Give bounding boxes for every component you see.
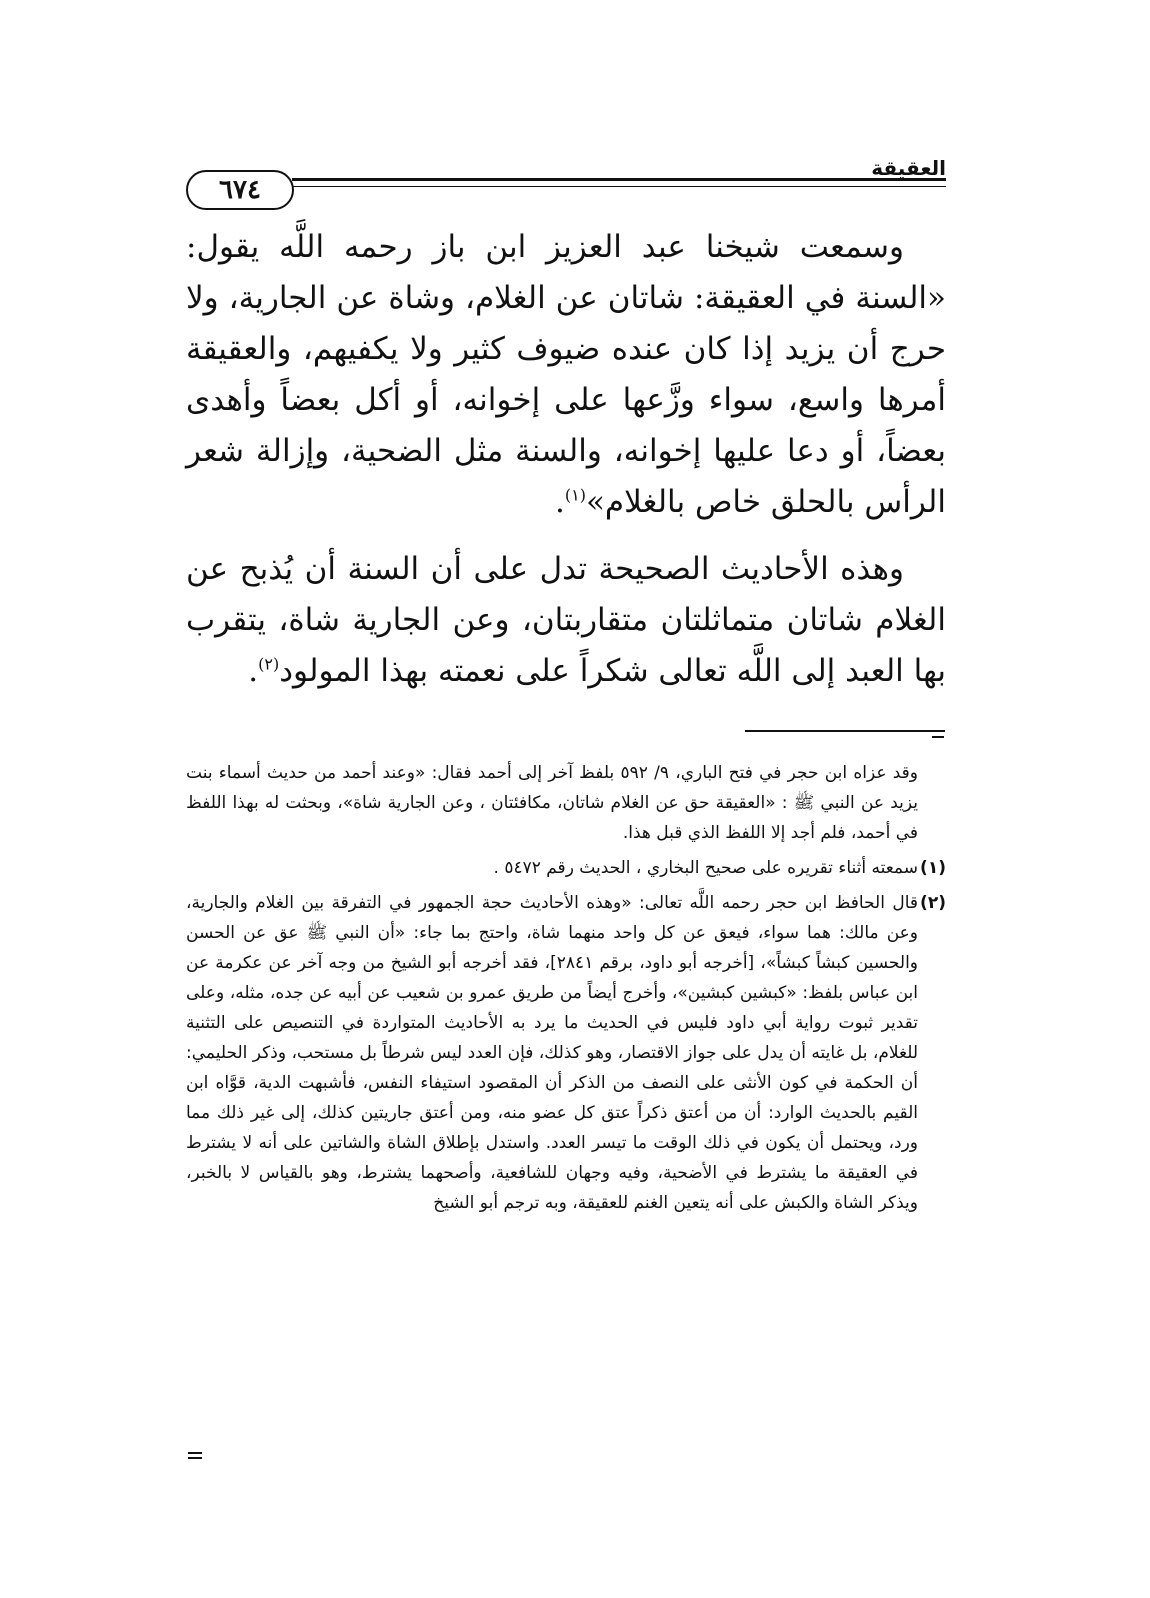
footnote-text: سمعته أثناء تقريره على صحيح البخاري ، الحديث رقم ٥٤٧٢ . (493, 858, 918, 878)
paragraph-text: وسمعت شيخنا عبد العزيز ابن باز رحمه اللَّه يقول: «السنة في العقيقة: شاتان عن الغلام، وشاة عن الجارية، ولا حرج أن يزيد إذا كان عنده ضيوف كثير ولا يكفيهم، والعقيقة أمرها واسع، سواء وزَّعها على إخوانه، أو أكل بعضاً وأهدى بعضاً، أو دعا عليها إخوانه، والسنة مثل الضحية، وإزالة شعر الرأس بالحلق خاص بالغلام» (186, 229, 946, 520)
running-title: العقيقة (871, 156, 946, 180)
continuation-mark (188, 1452, 202, 1460)
paragraph: وهذه الأحاديث الصحيحة تدل على أن السنة أن يُذبح عن الغلام شاتان متماثلتان متقاربتان، وعن الجارية شاة، يتقرب بها العبد إلى اللَّه تعالى شكراً على نعمته بهذا المولود$^{(٢)}$. (186, 551, 946, 689)
header-rule (292, 178, 946, 181)
paragraph-text: وهذه الأحاديث الصحيحة تدل على أن السنة أن يُذبح عن الغلام شاتان متماثلتان متقاربتان، وعن الجارية شاة، يتقرب بها العبد إلى اللَّه تعالى شكراً على نعمته بهذا المولود (186, 551, 946, 689)
main-text (186, 222, 946, 697)
footnote-text: قال الحافظ ابن حجر رحمه اللَّه تعالى: «وهذه الأحاديث حجة الجمهور في التفرقة بين الغلام والجارية، وعن مالك: هما سواء، فيعق عن كل واحد منهما شاة، واحتج بما جاء: «أن النبي ﷺ عق عن الحسن والحسين كبشاً كبشاً»، [أخرجه أبو داود، برقم ٢٨٤١]، فقد أخرجه أبو الشيخ من وجه آخر عن عكرمة عن ابن عباس بلفظ: «كبشين كبشين»، وأخرج أيضاً من طريق عمرو بن شعيب عن أبيه عن جده، مثله، وعلى تقدير ثبوت رواية أبي داود فليس في الحديث ما يرد به الأحاديث المتواردة في التنصيص على التثنية للغلام، بل غايته أن يدل على جواز الاقتصار، وهو كذلك، فإن العدد ليس شرطاً بل مستحب، وذكر الحليمي: أن الحكمة في كون الأنثى على النصف من الذكر أن المقصود استيفاء النفس، فأشبهت الدية، قوَّاه ابن القيم بالحديث الوارد: أن من أعتق ذكراً عتق كل عضو منه، ومن أعتق جاريتين كذلك، إلى غير ذلك مما ورد، ويحتمل أن يكون في ذلك الوقت ما تيسر العدد. واستدل بإطلاق الشاة والشاتين على أنه لا يشترط في العقيقة ما يشترط في الأضحية، وفيه وجهان للشافعية، وأصحهما يشترط، وهو بالقياس لا بالخبر، ويذكر الشاة والكبش على أنه يتعين الغنم للعقيقة، وبه ترجم أبو الشيخ (186, 893, 918, 1213)
footnote-divider-mark (932, 736, 944, 738)
footnote-ref: (١) (564, 485, 586, 505)
footnote-number: (١) (920, 858, 946, 878)
footnote (186, 853, 946, 883)
page-number: ٦٧٤ (186, 170, 294, 210)
paragraph: وسمعت شيخنا عبد العزيز ابن باز رحمه اللَّه يقول: «السنة في العقيقة: شاتان عن الغلام، وشاة عن الجارية، ولا حرج أن يزيد إذا كان عنده ضيوف كثير ولا يكفيهم، والعقيقة أمرها واسع، سواء وزَّعها على إخوانه، أو أكل بعضاً وأهدى بعضاً، أو دعا عليها إخوانه، والسنة مثل الضحية، وإزالة شعر الرأس بالحلق خاص بالغلام»$^{(١)}$. (186, 229, 946, 520)
footnote-divider (745, 730, 945, 732)
footnote-ref: (٢) (258, 654, 280, 674)
header-rule-thin (292, 186, 946, 187)
footnote (186, 888, 946, 1218)
footnote-number: (٢) (920, 893, 946, 913)
footnote-continuation: وقد عزاه ابن حجر في فتح الباري، ٩/ ٥٩٢ بلفظ آخر إلى أحمد فقال: «وعند أحمد من حديث أسماء بنت يزيد عن النبي ﷺ : «العقيقة حق عن الغلام شاتان، مكافئتان ، وعن الجارية شاة»، وبحثت له بهذا اللفظ في أحمد، فلم أجد إلا اللفظ الذي قبل هذا. (186, 763, 918, 843)
footnotes (186, 758, 946, 1223)
